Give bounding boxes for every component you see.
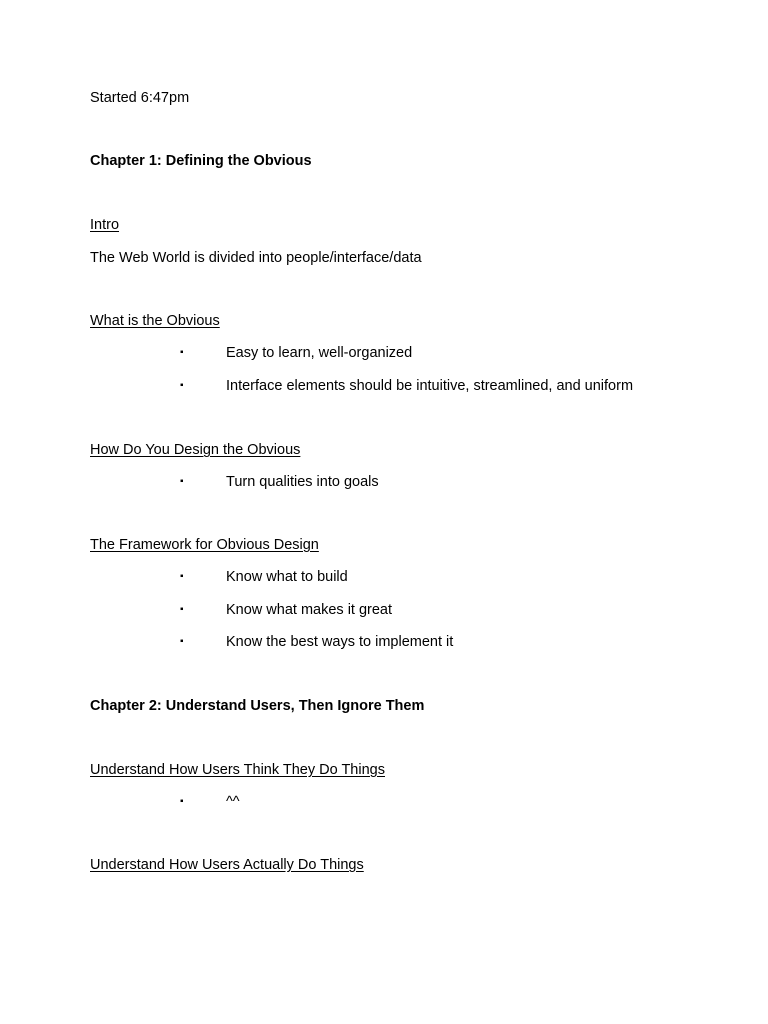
framework-heading: The Framework for Obvious Design xyxy=(90,537,319,553)
list-item-text: Easy to learn, well-organized xyxy=(226,345,413,361)
list-item xyxy=(0,633,768,651)
bullet-icon: ▪ xyxy=(180,796,184,807)
list-item xyxy=(0,473,768,491)
list-item-text: Interface elements should be intuitive, streamlined, and uniform xyxy=(226,378,634,394)
chapter-2-heading: Chapter 2: Understand Users, Then Ignore Them xyxy=(90,698,425,714)
started-time: Started 6:47pm xyxy=(90,90,190,106)
bullet-icon: ▪ xyxy=(180,476,184,487)
list-item xyxy=(0,793,768,811)
list-item-text: ^^ xyxy=(226,794,240,810)
users-actually-heading: Understand How Users Actually Do Things xyxy=(90,857,364,873)
what-is-obvious-heading: What is the Obvious xyxy=(90,313,220,329)
how-design-heading: How Do You Design the Obvious xyxy=(90,442,301,458)
bullet-icon: ▪ xyxy=(180,380,184,391)
bullet-icon: ▪ xyxy=(180,636,184,647)
list-item xyxy=(0,601,768,619)
list-item xyxy=(0,344,768,362)
list-item xyxy=(0,568,768,586)
list-item-text: Know the best ways to implement it xyxy=(226,634,454,650)
chapter-1-heading: Chapter 1: Defining the Obvious xyxy=(90,153,312,169)
list-item-text: Know what to build xyxy=(226,569,348,585)
bullet-icon: ▪ xyxy=(180,571,184,582)
list-item xyxy=(0,377,768,395)
intro-heading: Intro xyxy=(90,217,120,233)
bullet-icon: ▪ xyxy=(180,347,184,358)
list-item-text: Turn qualities into goals xyxy=(226,474,379,490)
intro-text: The Web World is divided into people/interface/data xyxy=(90,250,422,266)
list-item-text: Know what makes it great xyxy=(226,602,393,618)
bullet-icon: ▪ xyxy=(180,604,184,615)
users-think-heading: Understand How Users Think They Do Things xyxy=(90,762,385,778)
